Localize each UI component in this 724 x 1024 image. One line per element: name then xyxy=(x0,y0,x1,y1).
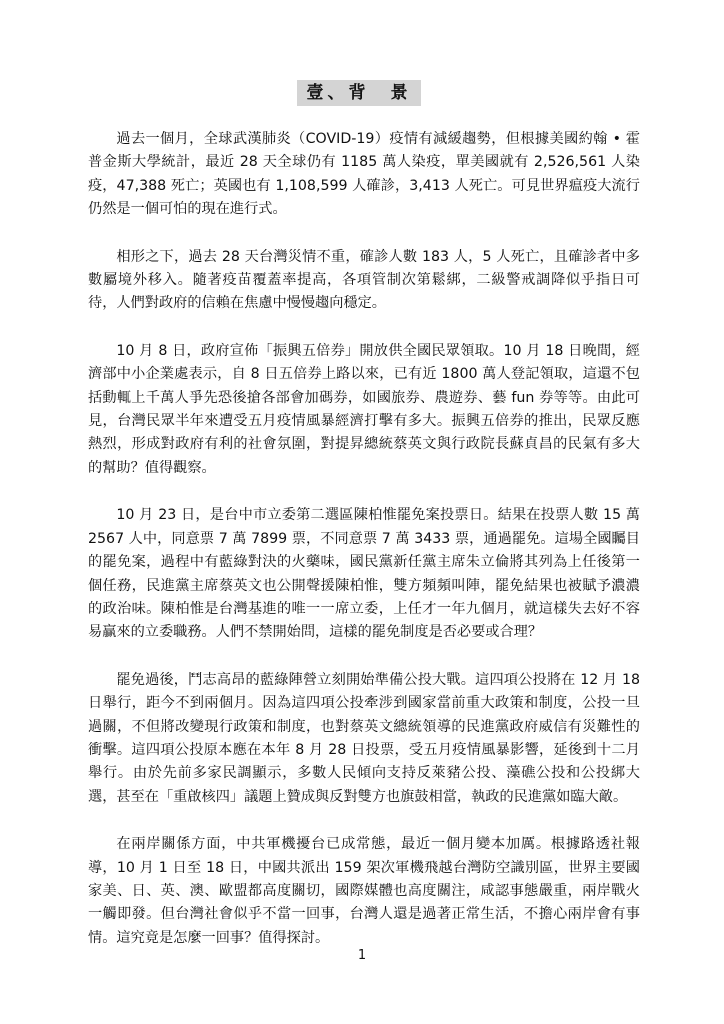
paragraph-4: 10 月 23 日，是台中市立委第二選區陳柏惟罷免案投票日。結果在投票人數 15 萬 2567 人中，同意票 7 萬 7899 票，不同意票 7 萬 3433 票，通過罷免。這場全國矚目的罷免案，過程中有藍綠對決的火藥味，國民黨新任黨主席朱立倫將其列為上任後第一個任務，民進黨主席蔡英文也公開聲援陳柏惟，雙方頻頻叫陣，罷免結果也被賦予濃濃的政治味。陳柏惟是台灣基進的唯一一席立委，上任才一年九個月，就這樣失去好不容易贏來的立委職務。人們不禁開始問，這樣的罷免制度是否必要或合理？ xyxy=(88,507,640,641)
paragraph-2: 相形之下，過去 28 天台灣災情不重，確診人數 183 人，5 人死亡，且確診者中多數屬境外移入。隨著疫苗覆蓋率提高，各項管制次第鬆綁，二級警戒調降似乎指日可待，人們對政府的信賴在焦慮中慢慢趨向穩定。 xyxy=(88,248,640,312)
page-number: 1 xyxy=(357,948,367,963)
paragraph-5: 罷免過後，鬥志高昂的藍綠陣營立刻開始準備公投大戰。這四項公投將在 12 月 18 日舉行，距今不到兩個月。因為這四項公投牽涉到國家當前重大政策和制度，公投一旦過關，不但將改變現行政策和制度，也對蔡英文總統領導的民進黨政府威信有災難性的衝擊。這四項公投原本應在本年 8 月 28 日投票，受五月疫情風暴影響，延後到十二月舉行。由於先前多家民調顯示，多數人民傾向支持反萊豬公投、藻礁公投和公投綁大選，甚至在「重啟核四」議題上贊成與反對雙方也旗鼓相當，執政的民進黨如臨大敵。 xyxy=(88,671,640,805)
paragraph-6: 在兩岸關係方面，中共軍機擾台已成常態，最近一個月變本加厲。根據路透社報導，10 月 1 日至 18 日，中國共派出 159 架次軍機飛越台灣防空識別區，世界主要國家美、日、英、澳、歐盟都高度關切，國際媒體也高度關注，咸認事態嚴重，兩岸戰火一觸即發。但台灣社會似乎不當一回事，台灣人還是過著正常生活，不擔心兩岸會有事情。這究竟是怎麼一回事？值得探討。 xyxy=(88,836,640,946)
paragraph-1: 過去一個月，全球武漢肺炎（COVID-19）疫情有減緩趨勢，但根據美國約翰 • 霍普金斯大學統計，最近 28 天全球仍有 1185 萬人染疫，單美國就有 2,526,561 人染疫，47,388 死亡；英國也有 1,108,599 人確診，3,413 人死亡。可見世界瘟疫大流行仍然是一個可怕的現在進行式。 xyxy=(88,131,640,218)
body-text xyxy=(88,128,640,974)
section-title: 壹、背 景 xyxy=(297,80,421,106)
paragraph-3: 10 月 8 日，政府宣佈「振興五倍券」開放供全國民眾領取。10 月 18 日晚間，經濟部中小企業處表示，自 8 日五倍券上路以來，已有近 1800 萬人登記領取，這還不包括動輒上千萬人爭先恐後搶各部會加碼券，如國旅券、農遊券、藝 fun 券等等。由此可見，台灣民眾半年來遭受五月疫情風暴經濟打擊有多大。振興五倍券的推出，民眾反應熱烈，形成對政府有利的社會氛圍，對提昇總統蔡英文與行政院長蘇貞昌的民氣有多大的幫助？值得觀察。 xyxy=(88,342,640,476)
